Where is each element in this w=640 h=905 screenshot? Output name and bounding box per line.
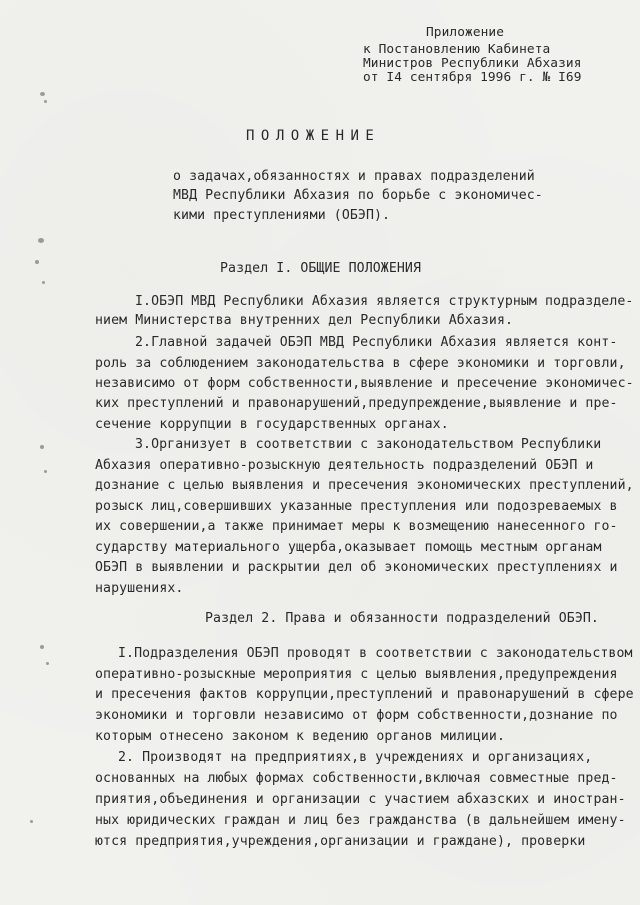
section-2-line: I.Подразделения ОБЭП проводят в соответствии с законодательством bbox=[118, 646, 633, 661]
appendix-line-3: Министров Республики Абхазия bbox=[363, 56, 582, 71]
section-2-heading: Раздел 2. Права и обязанности подразделений ОБЭП. bbox=[205, 611, 599, 626]
section-2-line: ных юридических граждан и лиц без гражданства (в дальнейшем имену- bbox=[95, 813, 626, 828]
scan-speck bbox=[35, 260, 39, 264]
section-1-line: сечение коррупции в государственных органах. bbox=[95, 417, 449, 432]
section-1-line: нарушениях. bbox=[95, 581, 184, 596]
section-1-line: независимо от форм собственности,выявление и пресечение экономичес- bbox=[95, 376, 634, 391]
scan-speck bbox=[40, 445, 44, 449]
section-1-line: ких преступлений и правонарушений,предупреждение,выявление и пре- bbox=[95, 396, 618, 411]
section-1-line: 3.Организует в соответствии с законодательством Республики bbox=[135, 437, 602, 452]
subtitle-line-2: МВД Республики Абхазия по борьбе с экономичес- bbox=[173, 188, 543, 203]
section-1-line: сударству материального ущерба,оказывает помощь местным органам bbox=[95, 540, 602, 555]
section-1-line: 2.Главной задачей ОБЭП МВД Республики Абхазия является конт- bbox=[135, 335, 618, 350]
subtitle-line-3: кими преступлениями (ОБЭП). bbox=[173, 208, 391, 223]
section-2-line: и пресечения фактов коррупции,преступлений и правонарушений в сфере bbox=[95, 687, 634, 702]
scan-speck bbox=[44, 470, 47, 473]
section-1-line: ОБЭП в выявлении и раскрытии дел об экономических преступлениях и bbox=[95, 560, 618, 575]
section-1-line: роль за соблюдением законодательства в сфере экономики и торговли, bbox=[95, 356, 626, 371]
scan-speck bbox=[30, 820, 33, 823]
section-2-line: которым отнесено законом к ведению органов милиции. bbox=[95, 729, 506, 744]
section-2-line: оперативно-розыскные мероприятия с целью выявления,предупреждения bbox=[95, 667, 618, 682]
section-1-heading: Раздел I. ОБЩИЕ ПОЛОЖЕНИЯ bbox=[220, 261, 421, 276]
scan-speck bbox=[44, 100, 47, 103]
scan-speck bbox=[46, 662, 49, 665]
scan-speck bbox=[40, 92, 45, 96]
section-2-line: ются предприятия,учреждения,организации и граждане), проверки bbox=[95, 834, 586, 849]
appendix-line-4: от I4 сентября 1996 г. № I69 bbox=[363, 70, 582, 85]
section-1-line: Абхазия оперативно-розыскную деятельность подразделений ОБЭП и bbox=[95, 458, 594, 473]
appendix-line-2: к Постановлению Кабинета bbox=[363, 42, 551, 57]
scan-speck bbox=[42, 281, 45, 284]
section-2-line: экономики и торговли независимо от форм собственности,дознание по bbox=[95, 708, 618, 723]
appendix-line-1: Приложение bbox=[426, 25, 505, 40]
section-1-line: их совершении,а также принимает меры к возмещению нанесенного го- bbox=[95, 519, 618, 534]
subtitle-line-1: о задачах,обязанностях и правах подразделений bbox=[173, 169, 535, 184]
section-1-line: розыск лиц,совершивших указанные преступления или подозреваемых в bbox=[95, 499, 618, 514]
section-1-line: I.ОБЭП МВД Республики Абхазия является структурным подразделе- bbox=[135, 294, 634, 309]
scan-speck bbox=[40, 645, 44, 649]
section-2-line: основанных на любых формах собственности,включая совместные пред- bbox=[95, 771, 618, 786]
section-2-line: приятия,объединения и организации с участием абхазских и иностран- bbox=[95, 792, 626, 807]
section-2-line: 2. Производят на предприятиях,в учреждениях и организациях, bbox=[118, 750, 593, 765]
document-title: ПОЛОЖЕНИЕ bbox=[246, 128, 381, 144]
scan-speck bbox=[38, 238, 44, 243]
section-1-line: дознание с целью выявления и пресечения экономических преступлений, bbox=[95, 478, 634, 493]
section-1-line: нием Министерства внутренних дел Республики Абхазия. bbox=[95, 313, 514, 328]
